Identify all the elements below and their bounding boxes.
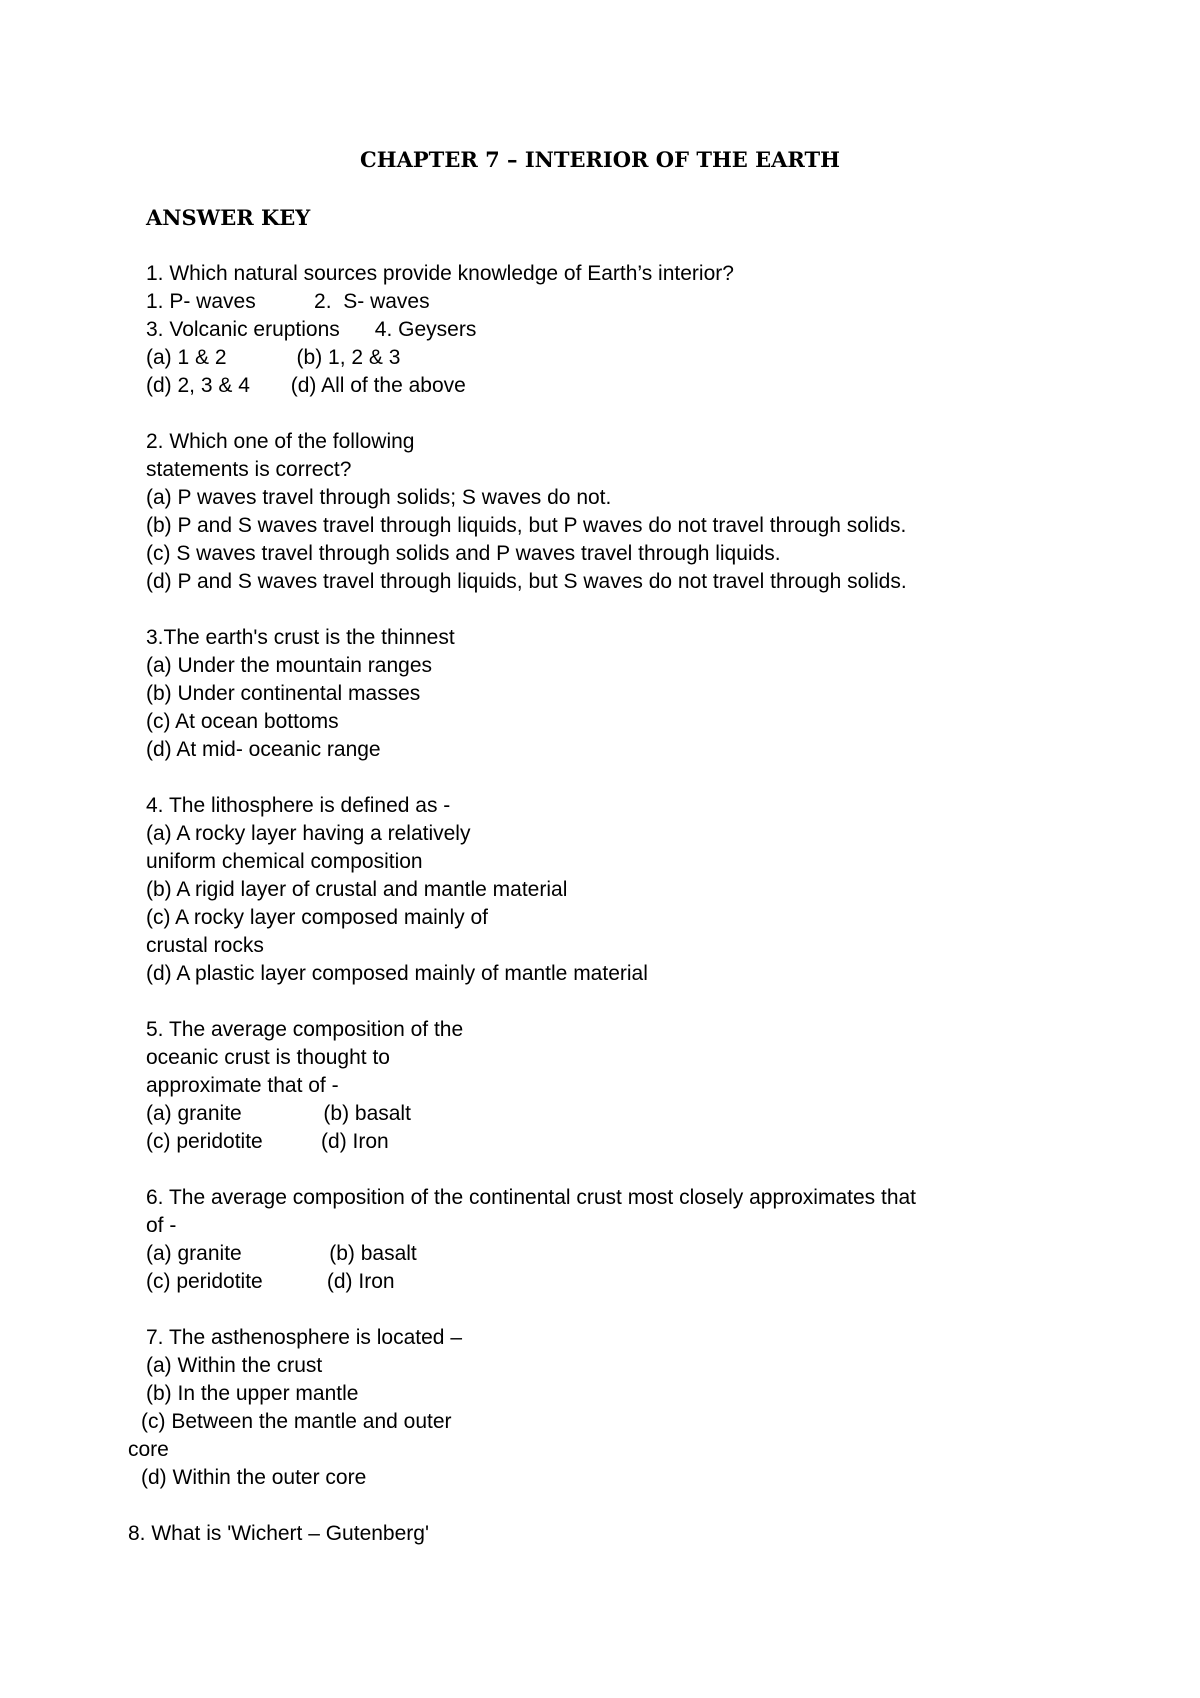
q4-option-c-2: crustal rocks [146, 934, 264, 957]
q7-question: 7. The asthenosphere is located – [146, 1326, 462, 1349]
q3-option-b: (b) Under continental masses [146, 682, 421, 705]
q6-options-2: (c) peridotite (d) Iron [146, 1270, 395, 1293]
q2-question-1: 2. Which one of the following [146, 430, 415, 453]
q3-option-a: (a) Under the mountain ranges [146, 654, 432, 677]
q2-option-b: (b) P and S waves travel through liquids, but P waves do not travel through solids. [146, 514, 907, 537]
q5-question-3: approximate that of - [146, 1074, 339, 1097]
q4-option-c-1: (c) A rocky layer composed mainly of [146, 906, 488, 929]
q6-question-2: of - [146, 1214, 177, 1237]
q1-options-2: (d) 2, 3 & 4 (d) All of the above [146, 374, 466, 397]
page-title: CHAPTER 7 – INTERIOR OF THE EARTH [360, 147, 840, 172]
q7-option-c-1: (c) Between the mantle and outer [141, 1410, 452, 1433]
q5-options-2: (c) peridotite (d) Iron [146, 1130, 389, 1153]
q4-option-b: (b) A rigid layer of crustal and mantle material [146, 878, 568, 901]
q8-question: 8. What is 'Wichert – Gutenberg' [128, 1522, 429, 1545]
q4-option-d: (d) A plastic layer composed mainly of mantle material [146, 962, 648, 985]
q7-option-c-2: core [128, 1438, 169, 1461]
q7-option-d: (d) Within the outer core [141, 1466, 367, 1489]
q3-option-d: (d) At mid- oceanic range [146, 738, 381, 761]
q4-option-a-1: (a) A rocky layer having a relatively [146, 822, 471, 845]
q5-question-1: 5. The average composition of the [146, 1018, 464, 1041]
q5-options-1: (a) granite (b) basalt [146, 1102, 411, 1125]
q7-option-b: (b) In the upper mantle [146, 1382, 359, 1405]
q3-option-c: (c) At ocean bottoms [146, 710, 339, 733]
q2-option-d: (d) P and S waves travel through liquids, but S waves do not travel through solids. [146, 570, 907, 593]
q4-option-a-2: uniform chemical composition [146, 850, 423, 873]
answer-key-heading: ANSWER KEY [146, 205, 311, 230]
q6-options-1: (a) granite (b) basalt [146, 1242, 417, 1265]
q2-option-a: (a) P waves travel through solids; S waves do not. [146, 486, 612, 509]
q2-question-2: statements is correct? [146, 458, 352, 481]
q7-option-a: (a) Within the crust [146, 1354, 323, 1377]
q6-question-1: 6. The average composition of the continental crust most closely approximates that [146, 1186, 917, 1209]
q1-statements-1: 1. P- waves 2. S- waves [146, 290, 430, 313]
q2-option-c: (c) S waves travel through solids and P waves travel through liquids. [146, 542, 781, 565]
q5-question-2: oceanic crust is thought to [146, 1046, 390, 1069]
q1-statements-2: 3. Volcanic eruptions 4. Geysers [146, 318, 477, 341]
q4-question: 4. The lithosphere is defined as - [146, 794, 451, 817]
q1-options-1: (a) 1 & 2 (b) 1, 2 & 3 [146, 346, 401, 369]
q3-question: 3.The earth's crust is the thinnest [146, 626, 455, 649]
q1-question: 1. Which natural sources provide knowledge of Earth’s interior? [146, 262, 734, 285]
